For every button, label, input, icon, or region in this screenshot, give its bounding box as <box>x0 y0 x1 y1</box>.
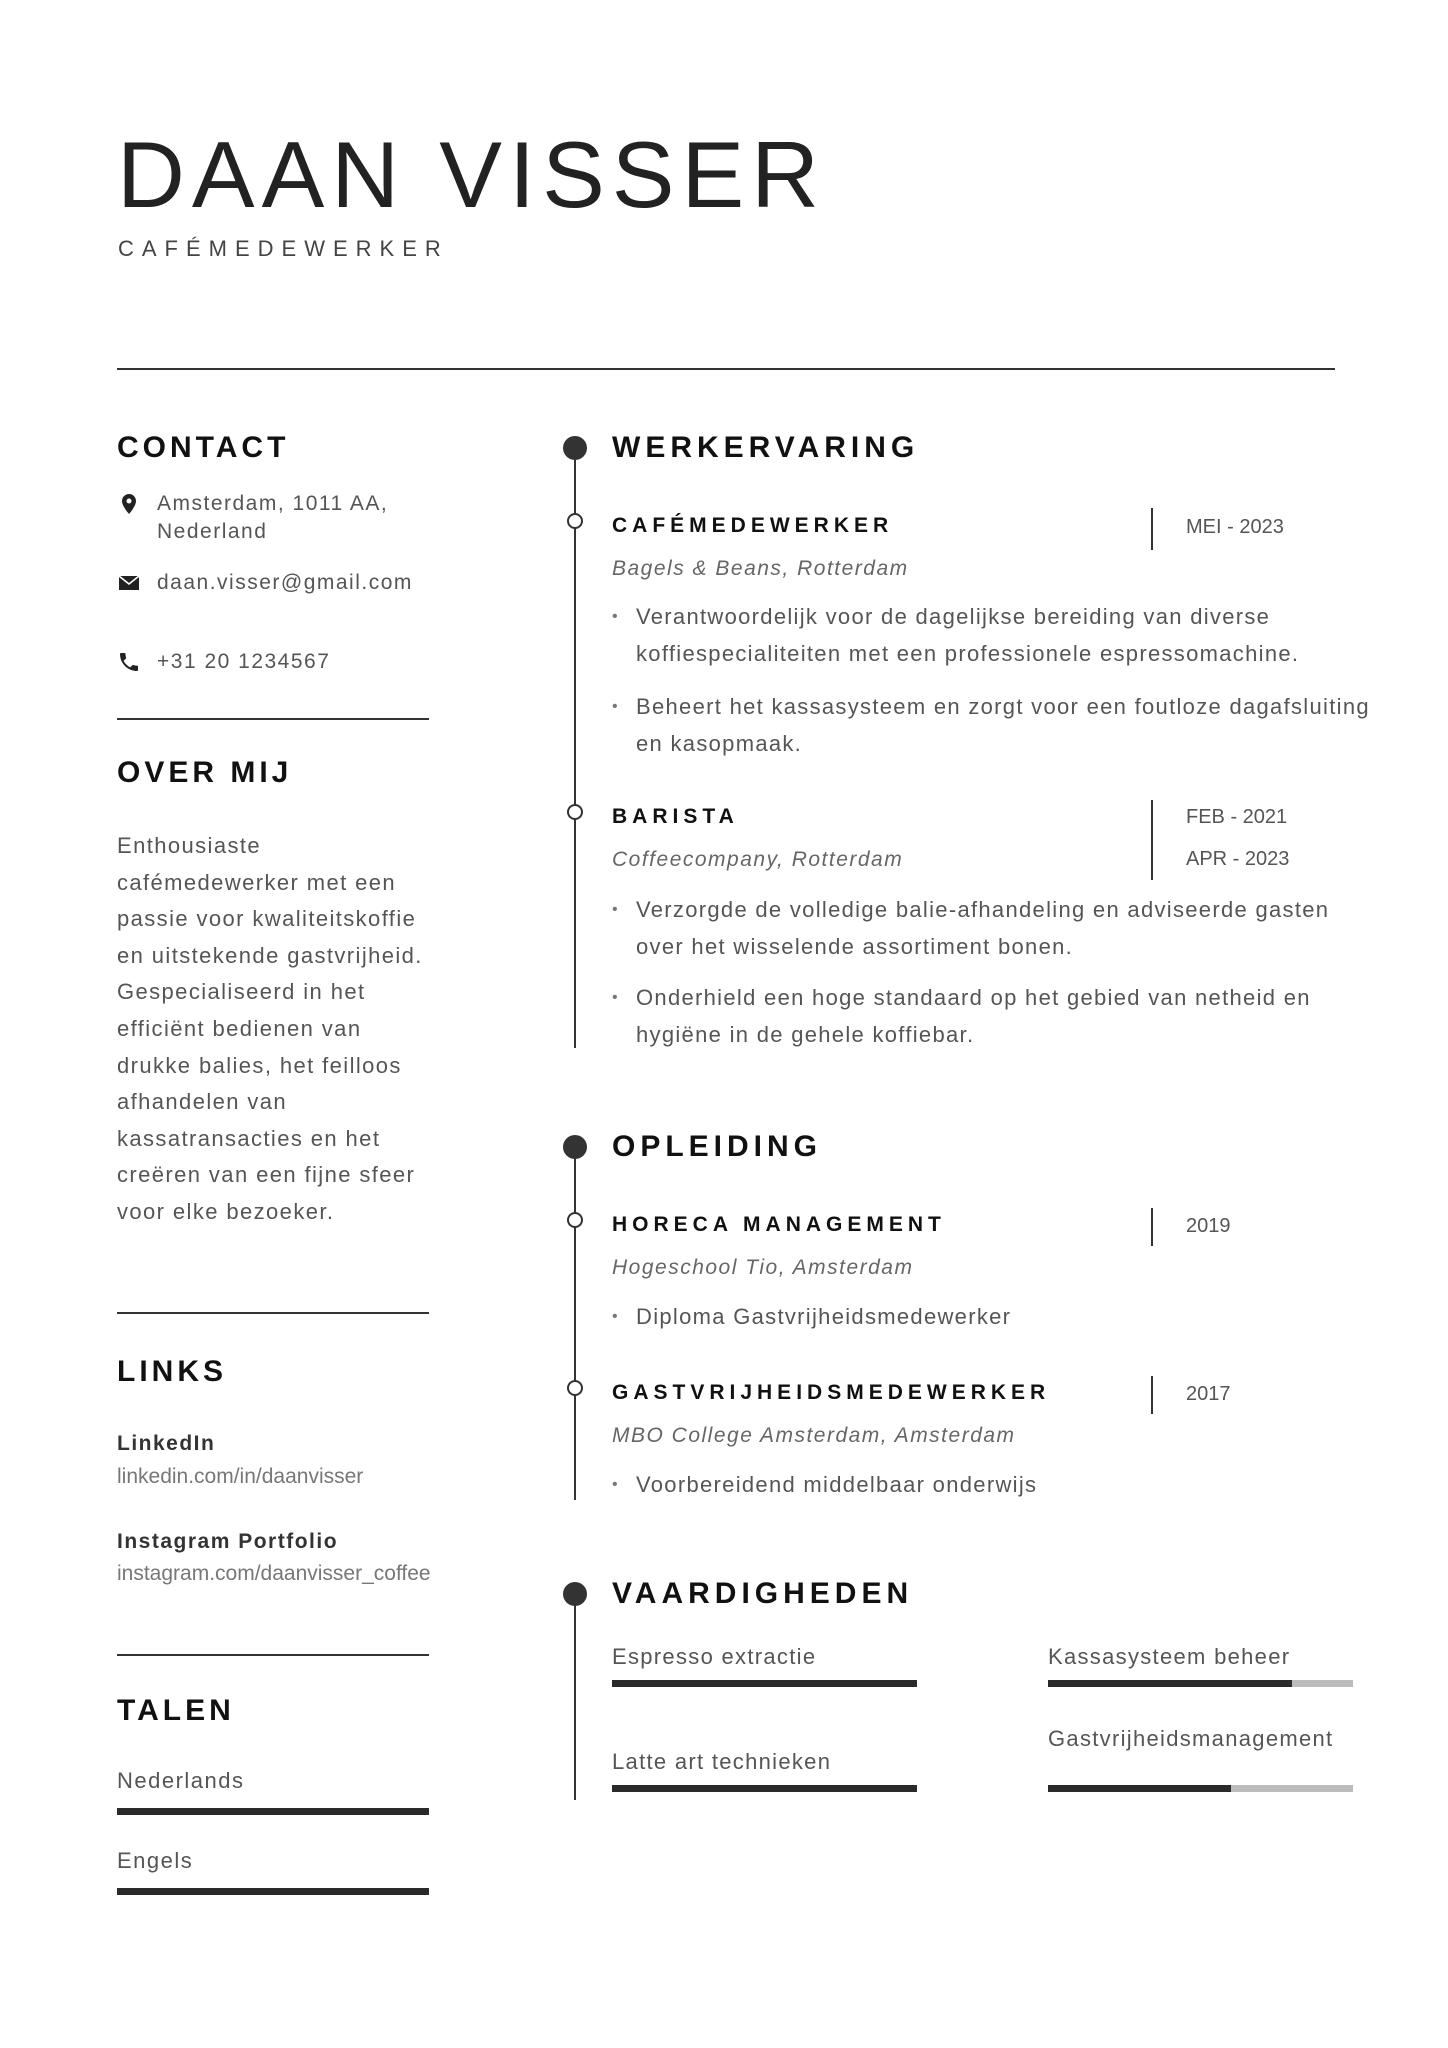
contact-heading: CONTACT <box>117 431 290 464</box>
timeline-item-dot <box>567 513 583 529</box>
skill-level-fill <box>1048 1680 1292 1687</box>
skill-level-bar <box>612 1680 917 1687</box>
resume-job-title: CAFÉMEDEWERKER <box>118 236 449 261</box>
experience-bullet: • Verantwoordelijk voor de dagelijkse bereiding van diverse koffiespecialiteiten met een professionele espressomachine. <box>612 604 1300 666</box>
education-heading: OPLEIDING <box>612 1130 823 1163</box>
experience-bullet: • Beheert het kassasysteem en zorgt voor een foutloze dagafsluiting en kasopmaak. <box>612 694 1370 756</box>
timeline-line <box>574 1595 576 1800</box>
date-divider <box>1151 508 1153 550</box>
contact-phone-text[interactable]: +31 20 1234567 <box>157 650 331 673</box>
languages-heading: TALEN <box>117 1694 235 1727</box>
skill-level-fill <box>612 1680 917 1687</box>
education-school: MBO College Amsterdam, Amsterdam <box>612 1424 1016 1447</box>
envelope-icon <box>117 571 141 595</box>
left-divider <box>117 718 429 720</box>
education-title: HORECA MANAGEMENT <box>612 1213 946 1236</box>
education-title: GASTVRIJHEIDSMEDEWERKER <box>612 1381 1051 1404</box>
contact-address-text: Amsterdam, 1011 AA, Nederland <box>157 492 389 543</box>
contact-email[interactable] <box>117 569 437 597</box>
experience-bullet: • Onderhield een hoge standaard op het gebied van netheid en hygiëne in de gehele koffiebar. <box>612 985 1311 1047</box>
timeline-section-dot <box>563 1582 587 1606</box>
timeline-item-dot <box>567 804 583 820</box>
experience-title: BARISTA <box>612 805 739 828</box>
language-level-bar <box>117 1808 429 1815</box>
skill-label: Latte art technieken <box>612 1749 832 1774</box>
language-level-bar <box>117 1888 429 1895</box>
about-heading: OVER MIJ <box>117 756 293 789</box>
skill-label: Kassasysteem beheer <box>1048 1644 1291 1669</box>
link-label-instagram: Instagram Portfolio <box>117 1530 339 1553</box>
language-level-fill <box>117 1888 429 1895</box>
experience-bullet: • Verzorgde de volledige balie-afhandeling en adviseerde gasten over het wisselende assortiment bonen. <box>612 897 1330 959</box>
timeline-item-dot <box>567 1380 583 1396</box>
link-url-linkedin[interactable]: linkedin.com/in/daanvisser <box>117 1465 364 1488</box>
timeline-line <box>574 1145 576 1500</box>
experience-heading: WERKERVARING <box>612 431 920 464</box>
education-date: 2019 <box>1186 1215 1231 1237</box>
skill-level-bar <box>612 1785 917 1792</box>
timeline-item-dot <box>567 1212 583 1228</box>
left-divider <box>117 1312 429 1314</box>
about-text: Enthousiaste cafémedewerker met een passie voor kwaliteitskoffie en uitstekende gastvrijheid. Gespecialiseerd in het efficiënt bedienen van drukke balies, het feilloos afhandelen van kassatransacties en het creëren van een fijne sfeer voor elke bezoeker. <box>117 833 423 1224</box>
experience-date-start: FEB - 2021 <box>1186 806 1288 828</box>
link-label-linkedin: LinkedIn <box>117 1432 216 1455</box>
phone-icon <box>117 650 141 674</box>
contact-phone[interactable] <box>117 648 437 676</box>
date-divider <box>1151 1208 1153 1246</box>
language-label: Nederlands <box>117 1768 245 1793</box>
education-school: Hogeschool Tio, Amsterdam <box>612 1256 914 1279</box>
experience-company: Coffeecompany, Rotterdam <box>612 848 904 871</box>
left-divider <box>117 1654 429 1656</box>
skill-level-fill <box>612 1785 917 1792</box>
experience-date-end: APR - 2023 <box>1186 848 1290 870</box>
language-level-fill <box>117 1808 429 1815</box>
timeline-line <box>574 448 576 1048</box>
experience-date: MEI - 2023 <box>1186 516 1284 538</box>
links-heading: LINKS <box>117 1355 227 1388</box>
header-divider <box>117 368 1335 370</box>
experience-title: CAFÉMEDEWERKER <box>612 514 894 537</box>
skill-label: Espresso extractie <box>612 1644 817 1669</box>
contact-address <box>117 490 437 546</box>
education-bullet: • Diploma Gastvrijheidsmedewerker <box>612 1304 1012 1329</box>
experience-company: Bagels & Beans, Rotterdam <box>612 557 909 580</box>
skill-level-bar <box>1048 1785 1353 1792</box>
contact-email-text[interactable]: daan.visser@gmail.com <box>157 571 413 594</box>
timeline-section-dot <box>563 436 587 460</box>
location-pin-icon <box>117 492 141 516</box>
education-date: 2017 <box>1186 1383 1231 1405</box>
timeline-section-dot <box>563 1135 587 1159</box>
skill-level-bar <box>1048 1680 1353 1687</box>
language-label: Engels <box>117 1848 194 1873</box>
resume-name: DAAN VISSER <box>117 122 827 227</box>
skill-label: Gastvrijheidsmanagement <box>1048 1726 1334 1751</box>
date-divider <box>1151 1376 1153 1414</box>
link-url-instagram[interactable]: instagram.com/daanvisser_coffee <box>117 1562 431 1585</box>
skill-level-fill <box>1048 1785 1231 1792</box>
education-bullet: • Voorbereidend middelbaar onderwijs <box>612 1472 1038 1497</box>
date-divider <box>1151 800 1153 880</box>
skills-heading: VAARDIGHEDEN <box>612 1577 914 1610</box>
